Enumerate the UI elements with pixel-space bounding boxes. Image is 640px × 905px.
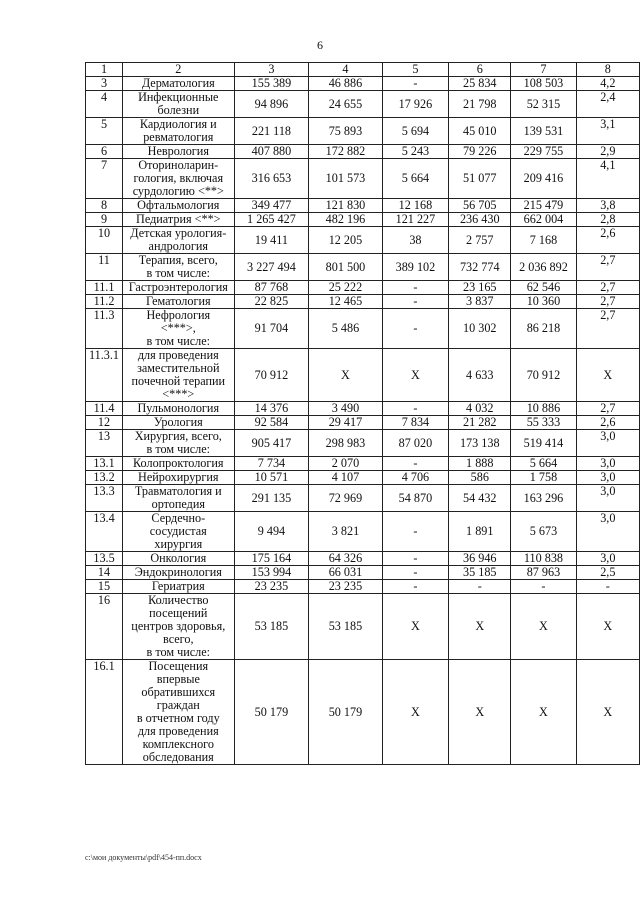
value-cell-c5: -: [382, 281, 449, 295]
value-cell-c3: 87 768: [234, 281, 309, 295]
ratio-cell: 4,1: [576, 159, 639, 199]
row-number-cell: 13.4: [86, 512, 123, 552]
specialty-name-cell: [123, 118, 235, 145]
value-cell-c5: X: [382, 349, 449, 402]
value-cell-c7: 10 886: [511, 402, 576, 416]
value-cell-c4: 46 886: [309, 77, 382, 91]
value-cell-c4: 25 222: [309, 281, 382, 295]
value-cell-c4: 12 205: [309, 227, 382, 254]
ratio-cell: 2,6: [576, 227, 639, 254]
table-row: [86, 594, 640, 660]
value-cell-c4: 3 490: [309, 402, 382, 416]
row-number-cell: 12: [86, 416, 123, 430]
value-cell-c4: 5 486: [309, 309, 382, 349]
specialty-name-cell: [123, 254, 235, 281]
row-number-cell: 13.2: [86, 471, 123, 485]
table-row: [86, 457, 640, 471]
value-cell-c7: 52 315: [511, 91, 576, 118]
value-cell-c5: X: [382, 594, 449, 660]
table-row: [86, 77, 640, 91]
value-cell-c4: 121 830: [309, 199, 382, 213]
row-number-cell: 10: [86, 227, 123, 254]
value-cell-c6: 23 165: [449, 281, 511, 295]
ratio-cell: 4,2: [576, 77, 639, 91]
value-cell-c5: -: [382, 457, 449, 471]
ratio-cell: 2,7: [576, 295, 639, 309]
value-cell-c4: 75 893: [309, 118, 382, 145]
row-number-cell: 15: [86, 580, 123, 594]
value-cell-c5: -: [382, 566, 449, 580]
specialty-name-line: Хирургия, всего,: [134, 429, 222, 443]
header-cell: 8: [576, 63, 639, 77]
ratio-cell: 2,8: [576, 213, 639, 227]
value-cell-c4: 172 882: [309, 145, 382, 159]
specialty-name-cell: [123, 594, 235, 660]
specialty-name-line: граждан: [156, 698, 200, 712]
table-row: [86, 309, 640, 349]
specialty-name-line: сосудистая: [149, 524, 207, 538]
ratio-cell: 3,0: [576, 552, 639, 566]
ratio-cell: 3,8: [576, 199, 639, 213]
value-cell-c4: 66 031: [309, 566, 382, 580]
value-cell-c5: -: [382, 580, 449, 594]
specialty-name-line: комплексного: [142, 737, 214, 751]
row-number-cell: 13: [86, 430, 123, 457]
value-cell-c4: 24 655: [309, 91, 382, 118]
value-cell-c5: 87 020: [382, 430, 449, 457]
value-cell-c3: 3 227 494: [234, 254, 309, 281]
value-cell-c5: 4 706: [382, 471, 449, 485]
value-cell-c7: X: [511, 660, 576, 765]
value-cell-c5: 54 870: [382, 485, 449, 512]
value-cell-c4: 53 185: [309, 594, 382, 660]
ratio-cell: 3,0: [576, 471, 639, 485]
specialty-name-cell: [123, 471, 235, 485]
ratio-cell: 3,0: [576, 430, 639, 457]
value-cell-c3: 10 571: [234, 471, 309, 485]
specialty-name-line: всего,: [163, 632, 194, 646]
ratio-cell: X: [576, 349, 639, 402]
value-cell-c3: 316 653: [234, 159, 309, 199]
value-cell-c7: 209 416: [511, 159, 576, 199]
table-row: [86, 199, 640, 213]
value-cell-c3: 175 164: [234, 552, 309, 566]
value-cell-c5: 5 694: [382, 118, 449, 145]
specialty-name-line: для проведения: [137, 348, 219, 362]
value-cell-c6: 10 302: [449, 309, 511, 349]
value-cell-c3: 53 185: [234, 594, 309, 660]
table-row: [86, 485, 640, 512]
value-cell-c5: 38: [382, 227, 449, 254]
value-cell-c3: 153 994: [234, 566, 309, 580]
value-cell-c6: 35 185: [449, 566, 511, 580]
specialty-name-cell: [123, 199, 235, 213]
specialty-name-line: андрология: [148, 239, 209, 253]
value-cell-c5: -: [382, 402, 449, 416]
value-cell-c6: 36 946: [449, 552, 511, 566]
ratio-cell: 2,7: [576, 254, 639, 281]
ratio-cell: -: [576, 580, 639, 594]
value-cell-c4: 64 326: [309, 552, 382, 566]
value-cell-c7: 108 503: [511, 77, 576, 91]
specialty-name-line: <***>,: [160, 321, 196, 335]
header-cell: 6: [449, 63, 511, 77]
table-row: [86, 580, 640, 594]
table-row: [86, 512, 640, 552]
table-row: [86, 416, 640, 430]
table-row: [86, 281, 640, 295]
specialty-name-line: в том числе:: [146, 334, 211, 348]
specialty-name-line: впервые: [156, 672, 200, 686]
row-number-cell: 11.3.1: [86, 349, 123, 402]
value-cell-c3: 23 235: [234, 580, 309, 594]
specialty-name-line: Онкология: [150, 551, 207, 565]
specialty-name-line: Дерматология: [141, 76, 215, 90]
specialty-name-line: в том числе:: [146, 442, 211, 456]
specialty-name-line: центров здоровья,: [131, 619, 226, 633]
row-number-cell: 13.1: [86, 457, 123, 471]
header-cell: 5: [382, 63, 449, 77]
value-cell-c6: 4 032: [449, 402, 511, 416]
table-row: [86, 159, 640, 199]
specialty-name-line: Урология: [153, 415, 203, 429]
specialty-name-line: сурдологию <**>: [132, 184, 224, 198]
specialty-name-line: Педиатрия <**>: [136, 212, 221, 226]
specialty-name-line: Кардиология и: [139, 117, 217, 131]
ratio-cell: 2,7: [576, 309, 639, 349]
specialty-name-line: Гериатрия: [151, 579, 205, 593]
ratio-cell: 3,0: [576, 512, 639, 552]
value-cell-c3: 92 584: [234, 416, 309, 430]
value-cell-c5: -: [382, 552, 449, 566]
value-cell-c3: 905 417: [234, 430, 309, 457]
value-cell-c3: 155 389: [234, 77, 309, 91]
specialty-name-line: <***>: [162, 387, 195, 401]
value-cell-c7: 215 479: [511, 199, 576, 213]
value-cell-c7: 5 673: [511, 512, 576, 552]
value-cell-c5: -: [382, 309, 449, 349]
specialty-name-line: заместительной: [137, 361, 220, 375]
value-cell-c6: 4 633: [449, 349, 511, 402]
value-cell-c6: 54 432: [449, 485, 511, 512]
value-cell-c7: 10 360: [511, 295, 576, 309]
table-row: [86, 566, 640, 580]
row-number-cell: 11.3: [86, 309, 123, 349]
row-number-cell: 11: [86, 254, 123, 281]
ratio-cell: 2,5: [576, 566, 639, 580]
table-row: [86, 227, 640, 254]
row-number-cell: 16.1: [86, 660, 123, 765]
specialty-name-line: гология, включая: [133, 171, 224, 185]
specialty-name-cell: [123, 485, 235, 512]
value-cell-c6: 56 705: [449, 199, 511, 213]
ratio-cell: X: [576, 660, 639, 765]
specialty-name-cell: [123, 457, 235, 471]
ratio-cell: 3,1: [576, 118, 639, 145]
row-number-cell: 9: [86, 213, 123, 227]
table-row: [86, 660, 640, 765]
value-cell-c3: 291 135: [234, 485, 309, 512]
value-cell-c4: 23 235: [309, 580, 382, 594]
specialty-name-line: Травматология и: [134, 484, 222, 498]
value-cell-c7: 7 168: [511, 227, 576, 254]
specialty-name-line: в том числе:: [146, 645, 211, 659]
table-row: [86, 471, 640, 485]
table-row: [86, 254, 640, 281]
specialty-name-cell: [123, 416, 235, 430]
value-cell-c5: 121 227: [382, 213, 449, 227]
ratio-cell: 3,0: [576, 457, 639, 471]
ratio-cell: X: [576, 594, 639, 660]
row-number-cell: 13.3: [86, 485, 123, 512]
value-cell-c6: 1 888: [449, 457, 511, 471]
specialty-name-line: Инфекционные: [138, 90, 219, 104]
row-number-cell: 11.2: [86, 295, 123, 309]
table-row: [86, 430, 640, 457]
specialty-name-line: ревматология: [143, 130, 214, 144]
specialty-name-line: хирургия: [154, 537, 203, 551]
value-cell-c6: 51 077: [449, 159, 511, 199]
value-cell-c7: 139 531: [511, 118, 576, 145]
value-cell-c7: 55 333: [511, 416, 576, 430]
value-cell-c7: 519 414: [511, 430, 576, 457]
value-cell-c7: -: [511, 580, 576, 594]
specialty-name-cell: [123, 145, 235, 159]
value-cell-c6: 1 891: [449, 512, 511, 552]
specialty-name-cell: [123, 91, 235, 118]
value-cell-c3: 50 179: [234, 660, 309, 765]
row-number-cell: 5: [86, 118, 123, 145]
page-number: 6: [317, 38, 323, 52]
value-cell-c4: X: [309, 349, 382, 402]
value-cell-c5: 389 102: [382, 254, 449, 281]
value-cell-c3: 407 880: [234, 145, 309, 159]
value-cell-c4: 50 179: [309, 660, 382, 765]
value-cell-c4: 2 070: [309, 457, 382, 471]
value-cell-c7: 5 664: [511, 457, 576, 471]
row-number-cell: 13.5: [86, 552, 123, 566]
value-cell-c4: 12 465: [309, 295, 382, 309]
specialty-name-line: Гастроэнтерология: [128, 280, 228, 294]
specialty-name-line: Пульмонология: [137, 401, 220, 415]
specialty-name-cell: [123, 512, 235, 552]
value-cell-c6: 173 138: [449, 430, 511, 457]
header-cell: 1: [86, 63, 123, 77]
table-row: [86, 91, 640, 118]
value-cell-c6: X: [449, 660, 511, 765]
value-cell-c3: 1 265 427: [234, 213, 309, 227]
value-cell-c6: 2 757: [449, 227, 511, 254]
specialty-name-line: ортопедия: [151, 497, 205, 511]
ratio-cell: 2,7: [576, 402, 639, 416]
row-number-cell: 11.1: [86, 281, 123, 295]
specialty-name-cell: [123, 227, 235, 254]
ratio-cell: 2,9: [576, 145, 639, 159]
value-cell-c6: 45 010: [449, 118, 511, 145]
value-cell-c4: 801 500: [309, 254, 382, 281]
value-cell-c5: -: [382, 512, 449, 552]
ratio-cell: 2,4: [576, 91, 639, 118]
specialty-name-cell: [123, 580, 235, 594]
value-cell-c6: 79 226: [449, 145, 511, 159]
header-cell: 7: [511, 63, 576, 77]
specialty-name-line: в отчетном году: [136, 711, 220, 725]
value-cell-c7: 62 546: [511, 281, 576, 295]
column-number-row: [86, 63, 640, 77]
specialty-name-cell: [123, 552, 235, 566]
value-cell-c4: 298 983: [309, 430, 382, 457]
specialty-name-line: Сердечно-: [151, 511, 206, 525]
specialty-name-line: посещений: [149, 606, 208, 620]
row-number-cell: 7: [86, 159, 123, 199]
value-cell-c6: 3 837: [449, 295, 511, 309]
specialty-name-cell: [123, 349, 235, 402]
value-cell-c7: 229 755: [511, 145, 576, 159]
value-cell-c7: 86 218: [511, 309, 576, 349]
value-cell-c5: 5 664: [382, 159, 449, 199]
row-number-cell: 4: [86, 91, 123, 118]
specialty-name-cell: [123, 77, 235, 91]
specialty-name-line: Гематология: [145, 294, 211, 308]
value-cell-c3: 221 118: [234, 118, 309, 145]
value-cell-c4: 29 417: [309, 416, 382, 430]
value-cell-c6: X: [449, 594, 511, 660]
value-cell-c6: 21 798: [449, 91, 511, 118]
specialty-name-cell: [123, 309, 235, 349]
file-path-footer: c:\мои документы\pdf\454-пп.docx: [85, 853, 202, 862]
row-number-cell: 3: [86, 77, 123, 91]
header-cell: 2: [123, 63, 235, 77]
value-cell-c5: 12 168: [382, 199, 449, 213]
value-cell-c6: 21 282: [449, 416, 511, 430]
value-cell-c4: 3 821: [309, 512, 382, 552]
specialty-name-line: обратившихся: [141, 685, 216, 699]
value-cell-c7: 70 912: [511, 349, 576, 402]
specialty-name-line: Колопроктология: [133, 456, 224, 470]
table-row: [86, 213, 640, 227]
table-row: [86, 295, 640, 309]
specialty-name-cell: [123, 159, 235, 199]
ratio-cell: 3,0: [576, 485, 639, 512]
row-number-cell: 16: [86, 594, 123, 660]
specialty-name-line: Оториноларин-: [138, 158, 219, 172]
value-cell-c5: 17 926: [382, 91, 449, 118]
value-cell-c4: 4 107: [309, 471, 382, 485]
value-cell-c6: 586: [449, 471, 511, 485]
specialty-name-line: почечной терапии: [131, 374, 226, 388]
value-cell-c7: 2 036 892: [511, 254, 576, 281]
value-cell-c5: 7 834: [382, 416, 449, 430]
specialty-name-line: Терапия, всего,: [138, 253, 218, 267]
specialty-name-line: Неврология: [147, 144, 209, 158]
value-cell-c7: 163 296: [511, 485, 576, 512]
specialty-name-cell: [123, 213, 235, 227]
value-cell-c3: 70 912: [234, 349, 309, 402]
specialty-name-cell: [123, 402, 235, 416]
specialty-name-line: в том числе:: [146, 266, 211, 280]
value-cell-c5: -: [382, 77, 449, 91]
value-cell-c5: 5 243: [382, 145, 449, 159]
value-cell-c3: 19 411: [234, 227, 309, 254]
specialty-name-cell: [123, 281, 235, 295]
specialty-name-line: для проведения: [137, 724, 219, 738]
row-number-cell: 11.4: [86, 402, 123, 416]
specialty-name-cell: [123, 430, 235, 457]
ratio-cell: 2,7: [576, 281, 639, 295]
row-number-cell: 14: [86, 566, 123, 580]
specialty-name-line: Детская урология-: [130, 226, 227, 240]
table-row: [86, 349, 640, 402]
specialty-name-cell: [123, 295, 235, 309]
value-cell-c3: 94 896: [234, 91, 309, 118]
table-row: [86, 118, 640, 145]
table-row: [86, 552, 640, 566]
ratio-cell: 2,6: [576, 416, 639, 430]
table-row: [86, 145, 640, 159]
value-cell-c7: 87 963: [511, 566, 576, 580]
specialty-name-line: болезни: [157, 103, 200, 117]
value-cell-c4: 72 969: [309, 485, 382, 512]
table-row: [86, 402, 640, 416]
value-cell-c3: 91 704: [234, 309, 309, 349]
specialty-name-line: Нейрохирургия: [138, 470, 219, 484]
value-cell-c6: -: [449, 580, 511, 594]
value-cell-c3: 14 376: [234, 402, 309, 416]
specialty-name-cell: [123, 660, 235, 765]
specialty-name-line: Посещения: [148, 659, 209, 673]
value-cell-c6: 25 834: [449, 77, 511, 91]
value-cell-c3: 22 825: [234, 295, 309, 309]
specialty-name-line: Количество: [148, 593, 209, 607]
value-cell-c4: 101 573: [309, 159, 382, 199]
value-cell-c3: 7 734: [234, 457, 309, 471]
specialty-name-line: Офтальмология: [137, 198, 220, 212]
specialty-name-line: Нефрология: [146, 308, 211, 322]
value-cell-c6: 732 774: [449, 254, 511, 281]
value-cell-c5: -: [382, 295, 449, 309]
value-cell-c5: X: [382, 660, 449, 765]
specialty-name-cell: [123, 566, 235, 580]
value-cell-c3: 349 477: [234, 199, 309, 213]
value-cell-c7: 662 004: [511, 213, 576, 227]
value-cell-c7: 1 758: [511, 471, 576, 485]
value-cell-c6: 236 430: [449, 213, 511, 227]
value-cell-c4: 482 196: [309, 213, 382, 227]
statistics-table: [85, 62, 640, 765]
specialty-name-line: Эндокринология: [134, 565, 222, 579]
header-cell: 3: [234, 63, 309, 77]
row-number-cell: 8: [86, 199, 123, 213]
table-body: [86, 77, 640, 765]
row-number-cell: 6: [86, 145, 123, 159]
header-cell: 4: [309, 63, 382, 77]
value-cell-c7: 110 838: [511, 552, 576, 566]
value-cell-c7: X: [511, 594, 576, 660]
value-cell-c3: 9 494: [234, 512, 309, 552]
specialty-name-line: обследования: [142, 750, 214, 764]
